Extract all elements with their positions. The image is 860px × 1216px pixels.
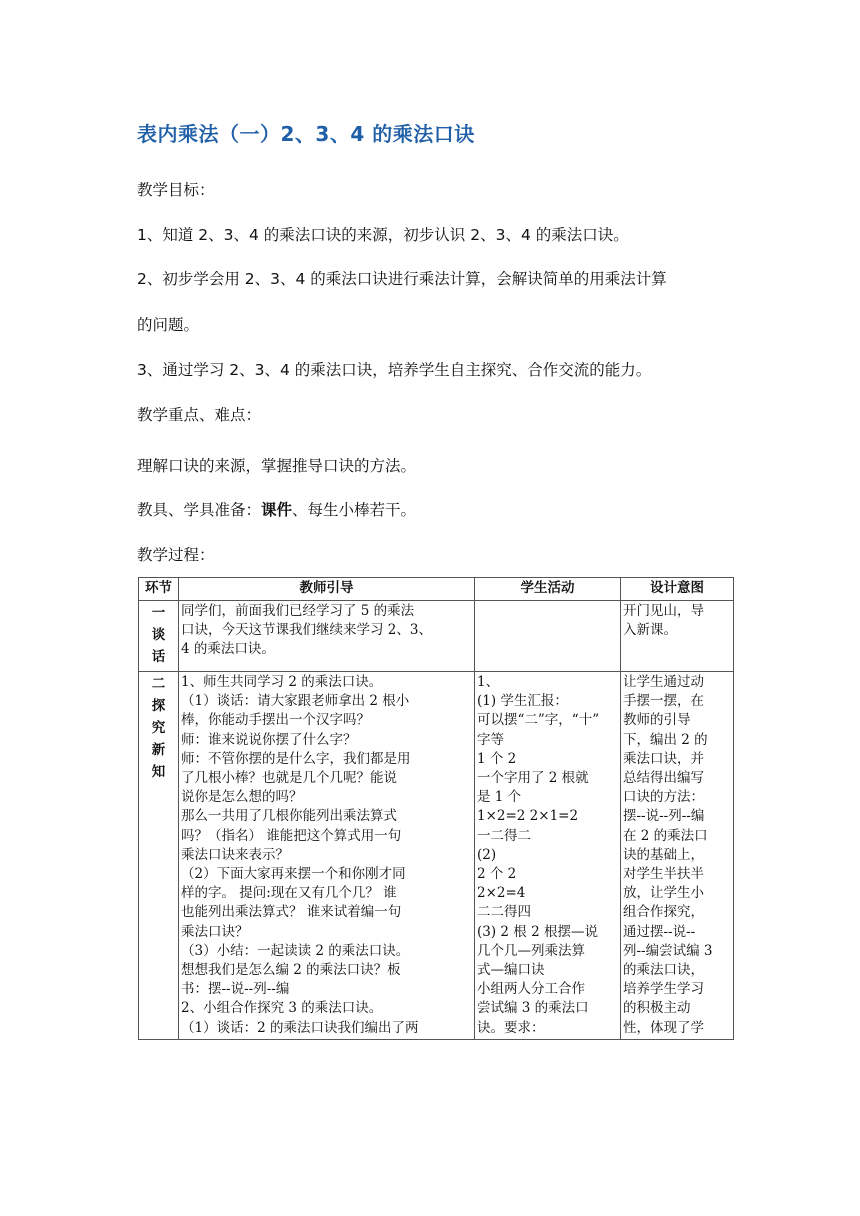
- cell-line: 组合作探究，: [623, 904, 704, 921]
- cell-line: 2×2=4: [477, 885, 526, 902]
- cell-line: 摆--说--列--编: [623, 808, 705, 825]
- cell-line: 想想我们是怎么编 2 的乘法口诀？板: [181, 962, 401, 979]
- cell-line: 2、小组合作探究 3 的乘法口诀。: [181, 1000, 383, 1017]
- cell-line: 式—编口诀: [477, 962, 545, 979]
- materials-prefix: 教具、学具准备：: [137, 501, 262, 519]
- cell-line: 4 的乘法口诀。: [181, 641, 275, 658]
- cell-line: 总结得出编写: [623, 770, 704, 787]
- cell-line: 口诀的方法：: [623, 789, 704, 806]
- intent-cell-2: [621, 672, 734, 1040]
- cell-line: 的乘法口诀，: [623, 962, 704, 979]
- cell-line: 棒，你能动手摆出一个汉字吗？: [181, 712, 370, 729]
- header-teacher: 教师引导: [179, 578, 475, 601]
- header-student: 学生活动: [475, 578, 621, 601]
- cell-line: 一个字用了 2 根就: [477, 770, 589, 787]
- cell-line: 小组两人分工合作: [477, 981, 585, 998]
- cell-line: 让学生通过动: [623, 674, 704, 690]
- goal-2-line-2: 的问题。: [137, 316, 200, 334]
- cell-line: 列--编尝试编 3: [623, 942, 713, 959]
- section-char: 一: [151, 605, 166, 621]
- cell-line: 可以摆“二”字，“十”: [477, 712, 600, 729]
- key-points-text: 理解口诀的来源，掌握推导口诀的方法。: [137, 457, 417, 475]
- section-cell-1: [139, 601, 179, 672]
- cell-line: 在 2 的乘法口: [623, 827, 708, 844]
- page-title: 表内乘法（一）2、3、4 的乘法口诀: [137, 122, 475, 146]
- cell-line: 二二得四: [477, 904, 531, 921]
- cell-line: 样的字。 提问:现在又有几个几？ 谁: [181, 885, 397, 902]
- cell-line: （3）小结：一起读读 2 的乘法口诀。: [181, 942, 410, 959]
- cell-line: 通过摆--说--: [623, 923, 696, 940]
- cell-line: 吗？（指名） 谁能把这个算式用一句: [181, 827, 402, 844]
- cell-line: (1) 学生汇报：: [477, 693, 568, 710]
- goal-2-line-1: 2、初步学会用 2、3、4 的乘法口诀进行乘法计算，会解诀简单的用乘法计算: [137, 270, 667, 288]
- cell-line: 1、师生共同学习 2 的乘法口诀。: [181, 674, 383, 690]
- cell-line: 那么一共用了几根你能列出乘法算式: [181, 808, 397, 825]
- cell-line: 说你是怎么想的吗？: [181, 789, 303, 806]
- cell-line: 乘法口诀来表示？: [181, 846, 289, 863]
- cell-line: 字等: [477, 731, 504, 748]
- key-points-heading: 教学重点、难点：: [137, 406, 262, 424]
- cell-line: 的积极主动: [623, 1000, 691, 1017]
- section-char: 二: [151, 676, 166, 692]
- cell-line: 教师的引导: [623, 712, 691, 729]
- student-cell-2: [475, 672, 621, 1040]
- materials-suffix: 、每生小棒若干。: [292, 501, 417, 519]
- cell-line: 同学们，前面我们已经学习了 5 的乘法: [181, 603, 415, 619]
- teacher-cell-2: [179, 672, 475, 1040]
- materials: [137, 499, 416, 521]
- cell-line: 培养学生学习: [623, 981, 704, 998]
- cell-line: 是 1 个: [477, 789, 522, 806]
- section-char: 新: [151, 742, 166, 758]
- goal-3: 3、通过学习 2、3、4 的乘法口诀，培养学生自主探究、合作交流的能力。: [137, 361, 652, 379]
- section-char: 话: [151, 649, 166, 665]
- cell-line: （1）谈话：请大家跟老师拿出 2 根小: [181, 693, 410, 710]
- cell-line: 乘法口诀？: [181, 923, 249, 940]
- cell-line: 几个几—列乘法算: [477, 942, 585, 959]
- cell-line: 手摆一摆，在: [623, 693, 704, 710]
- cell-line: 开门见山，导: [623, 603, 704, 619]
- lesson-process-table: [138, 577, 734, 1040]
- table-header-row: [139, 578, 734, 601]
- cell-line: 1×2=2 2×1=2: [477, 808, 579, 825]
- section-char: 知: [151, 764, 166, 780]
- materials-bold: 课件: [261, 501, 293, 519]
- cell-line: 性，体现了学: [623, 1019, 704, 1036]
- header-section: 环节: [139, 578, 179, 601]
- cell-line: (2): [477, 846, 497, 863]
- cell-line: （2）下面大家再来摆一个和你刚才同: [181, 866, 406, 883]
- goal-1: 1、知道 2、3、4 的乘法口诀的来源，初步认识 2、3、4 的乘法口诀。: [137, 226, 629, 244]
- table-row: [139, 672, 734, 1040]
- cell-line: 诀。要求：: [477, 1019, 545, 1036]
- cell-line: 2 个 2: [477, 866, 517, 883]
- cell-line: 入新课。: [623, 622, 677, 639]
- cell-line: 了几根小棒？也就是几个几呢？能说: [181, 770, 397, 787]
- cell-line: 1 个 2: [477, 750, 517, 767]
- cell-line: 师：谁来说说你摆了什么字？: [181, 731, 357, 748]
- section-char: 谈: [151, 627, 166, 643]
- cell-line: 师：不管你摆的是什么字，我们都是用: [181, 750, 411, 767]
- cell-line: 下，编出 2 的: [623, 731, 708, 748]
- cell-line: 诀的基础上，: [623, 846, 704, 863]
- process-heading: 教学过程：: [137, 546, 215, 564]
- cell-line: 放，让学生小: [623, 885, 704, 902]
- cell-line: 乘法口诀，并: [623, 750, 704, 767]
- section-char: 究: [151, 720, 166, 736]
- section-char: 探: [151, 698, 166, 714]
- cell-line: 书：摆--说--列--编: [181, 981, 290, 998]
- header-intent: 设计意图: [621, 578, 734, 601]
- cell-line: 一二得二: [477, 827, 531, 844]
- cell-line: 口诀，今天这节课我们继续来学习 2、3、: [181, 622, 432, 639]
- cell-line: （1）谈话：2 的乘法口诀我们编出了两: [181, 1019, 419, 1036]
- cell-line: 1、: [477, 674, 500, 690]
- cell-line: 对学生半扶半: [623, 866, 704, 883]
- cell-line: (3) 2 根 2 根摆—说: [477, 923, 598, 940]
- intent-cell-1: [621, 601, 734, 672]
- cell-line: 也能列出乘法算式？ 谁来试着编一句: [181, 904, 402, 921]
- cell-line: 尝试编 3 的乘法口: [477, 1000, 589, 1017]
- student-cell-1: [475, 601, 621, 672]
- goals-heading: 教学目标：: [137, 181, 215, 199]
- table-row: [139, 601, 734, 672]
- teacher-cell-1: [179, 601, 475, 672]
- section-cell-2: [139, 672, 179, 1040]
